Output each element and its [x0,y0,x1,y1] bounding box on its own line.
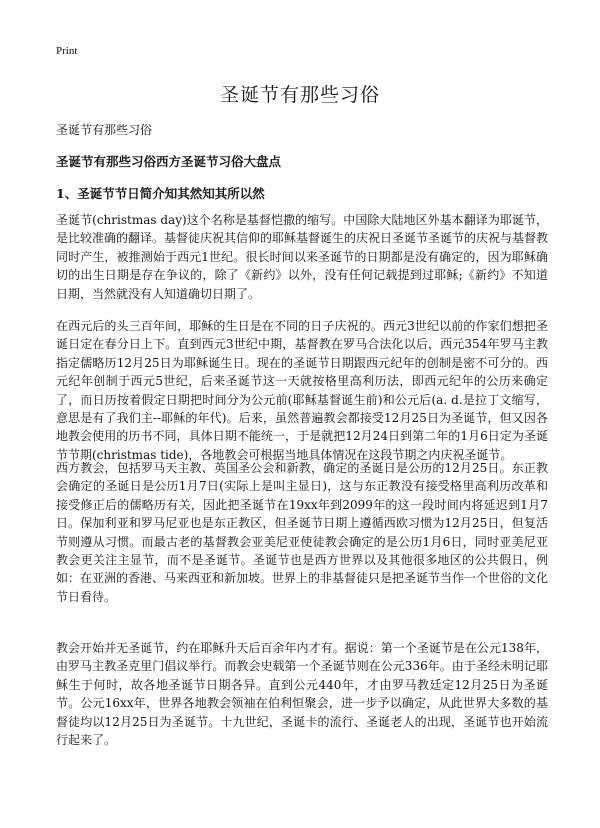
section-heading: 1、圣诞节节日简介知其然知其所以然 [56,186,265,201]
page-title: 圣诞节有那些习俗 [219,84,380,106]
paragraph-history: 在西元后的头三百年间，耶稣的生日是在不同的日子庆祝的。西元3世纪以前的作家们想把圣诞日定在春分日上下。直到西元3世纪中期，基督教在罗马合法化以后，西元354年罗马主教指定儒略历12月25日为耶稣诞生日。现在的圣诞节日期跟西元纪年的创制是密不可分的。西元纪年创制于西元5世纪，后来圣诞节这一天就按格里高利历法，即西元纪年的公历来确定了，而日历按着假定日期把时间分为公元前(耶稣基督诞生前)和公元后(a. d.是拉丁文缩写，意思是有了我们主--耶稣的年代)。后来，虽然普遍教会都接受12月25日为圣诞节，但又因各地教会使用的历书不同，具体日期不能统一，于是就把12月24日到第二年的1月6日定为圣诞节节期(christmas tide)，各地教会可根据当地具体情况在这段节期之内庆祝圣诞节。 [56,319,548,462]
paragraph-origin: 教会开始并无圣诞节，约在耶稣升天后百余年内才有。据说：第一个圣诞节是在公元138年，由罗马主教圣克里门倡议举行。而教会史载第一个圣诞节则在公元336年。由于圣经未明记耶稣生于何时，故各地圣诞节日期各异。直到公元440年，才由罗马教廷定12月25日为圣诞节。公元16xx年，世界各地教会领袖在伯利恒聚会，进一步予以确定，从此世界大多数的基督徒均以12月25日为圣诞节。十九世纪，圣诞卡的流行、圣诞老人的出现，圣诞节也开始流行起来了。 [56,641,548,748]
main-heading: 圣诞节有那些习俗西方圣诞节习俗大盘点 [56,154,282,169]
paragraph-intro: 圣诞节(christmas day)这个名称是基督恺撒的缩写。中国除大陆地区外基本翻译为耶诞节，是比较准确的翻译。基督徒庆祝其信仰的耶稣基督诞生的庆祝日圣诞节圣诞节的庆祝与基督教同时产生，被推测始于西元1世纪。很长时间以来圣诞节的日期都是没有确定的，因为耶稣确切的出生日期是存在争议的，除了《新约》以外，没有任何记载提到过耶稣;《新约》不知道日期，当然就没有人知道确切日期了。 [56,213,549,301]
document-subtitle: 圣诞节有那些习俗 [56,123,153,137]
print-label: Print [56,45,78,57]
paragraph-church-dates: 西方教会，包括罗马天主教、英国圣公会和新教，确定的圣诞日是公历的12月25日。东正教会确定的圣诞日是公历1月7日(实际上是叫主显日)，这与东正教没有接受格里高利历改革和接受修正后的儒略历有关，因此把圣诞节在19xx年到2099年的这一段时间内将延迟到1月7日。保加利亚和罗马尼亚也是东正教区，但圣诞节日期上遵循西欧习惯为12月25日，但复活节则遵从习惯。而最古老的基督教会亚美尼亚使徒教会确定的是公历1月6日，同时亚美尼亚教会更关注主显节，而不是圣诞节。圣诞节也是西方世界以及其他很多地区的公共假日，例如：在亚洲的香港、马来西亚和新加坡。世界上的非基督徒只是把圣诞节当作一个世俗的文化节日看待。 [56,461,549,604]
